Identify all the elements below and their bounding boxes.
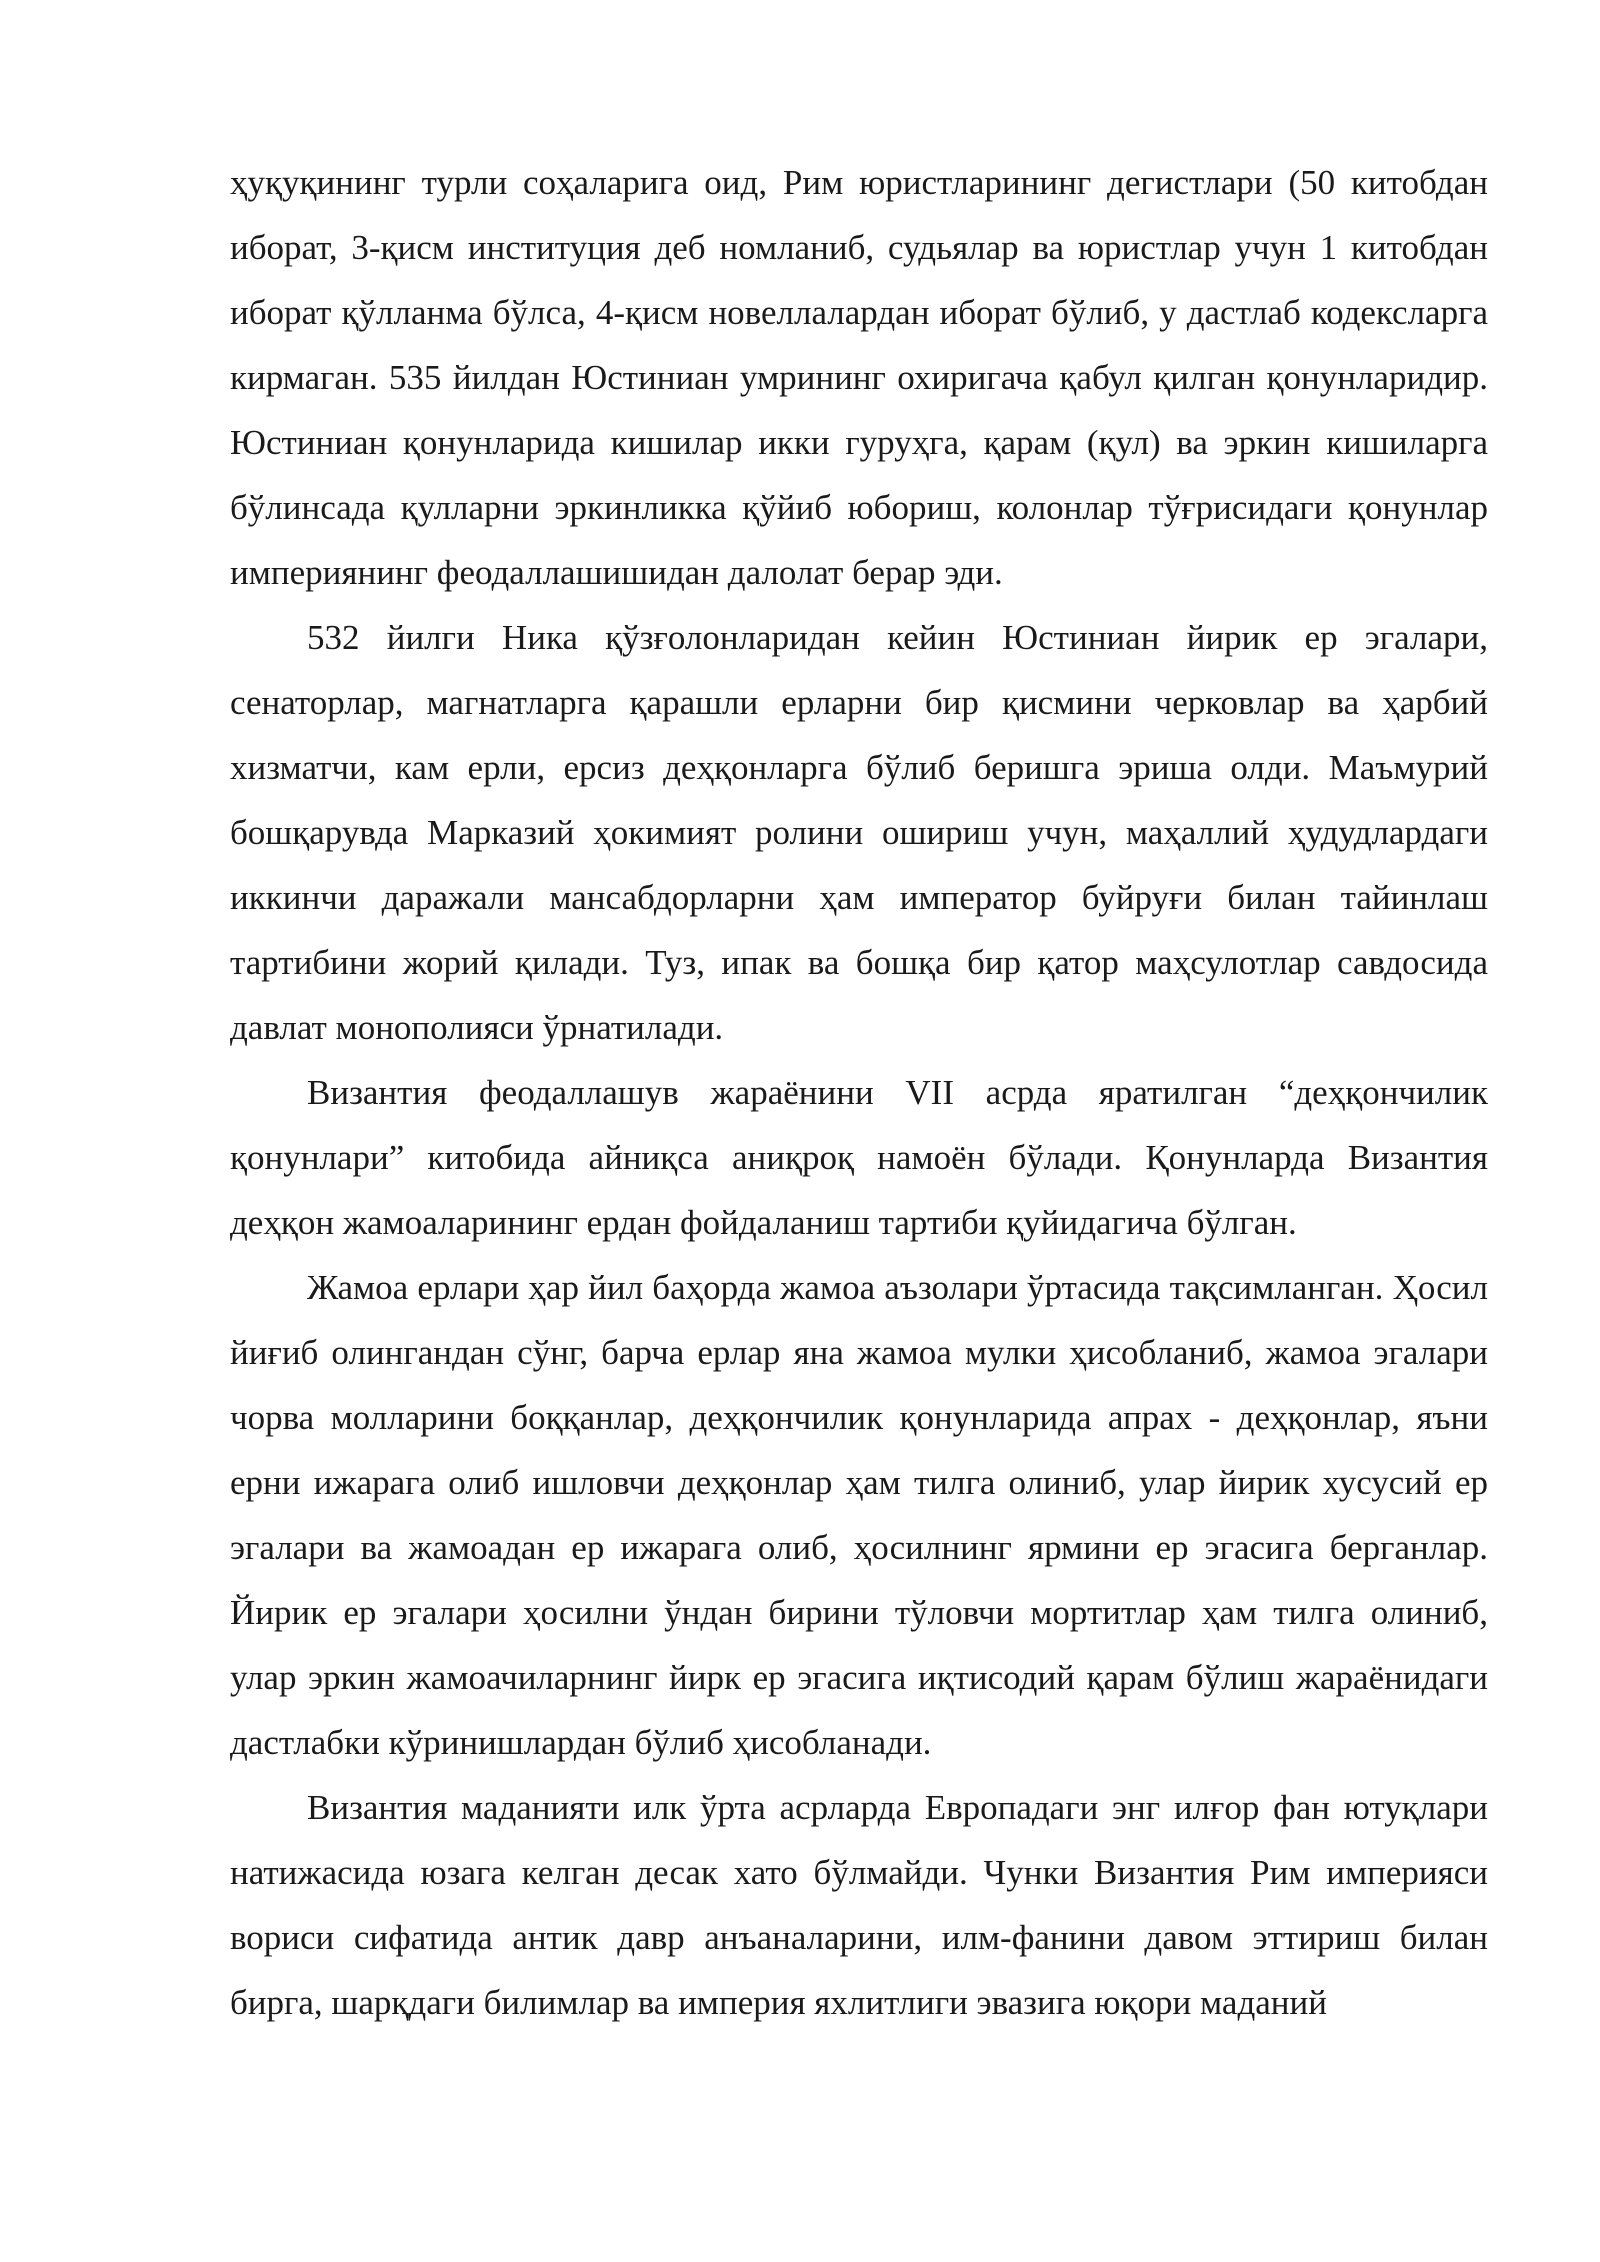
paragraph-3: Византия феодаллашув жараёнини VII асрда яратилган “деҳқончилик қонунлари” китобида айниқса аниқроқ намоён бўлади. Қонунларда Византия деҳқон жамоаларининг ердан фойдаланиш тартиби қуйидагича бўлган. <box>230 1073 1488 1242</box>
document-body <box>230 150 1488 2035</box>
paragraph-1: ҳуқуқининг турли соҳаларига оид, Рим юристларининг дегистлари (50 китобдан иборат, 3-қисм институция деб номланиб, судьялар ва юристлар учун 1 китобдан иборат қўлланма бўлса, 4-қисм новеллалардан иборат бўлиб, у дастлаб кодексларга кирмаган. 535 йилдан Юстиниан умрининг охиригача қабул қилган қонунларидир. Юстиниан қонунларида кишилар икки гуруҳга, қарам (қул) ва эркин кишиларга бўлинсада қулларни эркинликка қўйиб юбориш, колонлар тўғрисидаги қонунлар империянинг феодаллашишидан далолат берар эди. <box>230 163 1488 592</box>
paragraph-2: 532 йилги Ника қўзғолонларидан кейин Юстиниан йирик ер эгалари, сенаторлар, магнатларга қарашли ерларни бир қисмини черковлар ва ҳарбий хизматчи, кам ерли, ерсиз деҳқонларга бўлиб беришга эриша олди. Маъмурий бошқарувда Марказий ҳокимият ролини ошириш учун, маҳаллий ҳудудлардаги иккинчи даражали мансабдорларни ҳам император буйруғи билан тайинлаш тартибини жорий қилади. Туз, ипак ва бошқа бир қатор маҳсулотлар савдосида давлат монополияси ўрнатилади. <box>230 618 1488 1047</box>
paragraph-4: Жамоа ерлари ҳар йил баҳорда жамоа аъзолари ўртасида тақсимланган. Ҳосил йиғиб олингандан сўнг, барча ерлар яна жамоа мулки ҳисобланиб, жамоа эгалари чорва молларини боққанлар, деҳқончилик қонунларида апрах - деҳқонлар, яъни ерни ижарага олиб ишловчи деҳқонлар ҳам тилга олиниб, улар йирик хусусий ер эгалари ва жамоадан ер ижарага олиб, ҳосилнинг ярмини ер эгасига берганлар. Йирик ер эгалари ҳосилни ўндан бирини тўловчи мортитлар ҳам тилга олиниб, улар эркин жамоачиларнинг йирк ер эгасига иқтисодий қарам бўлиш жараёнидаги дастлабки кўринишлардан бўлиб ҳисобланади. <box>230 1268 1488 1762</box>
paragraph-5: Византия маданияти илк ўрта асрларда Европадаги энг илғор фан ютуқлари натижасида юзага келган десак хато бўлмайди. Чунки Византия Рим империяси вориси сифатида антик давр анъаналарини, илм-фанини давом эттириш билан бирга, шарқдаги билимлар ва империя яхлитлиги эвазига юқори маданий <box>230 1788 1488 2022</box>
